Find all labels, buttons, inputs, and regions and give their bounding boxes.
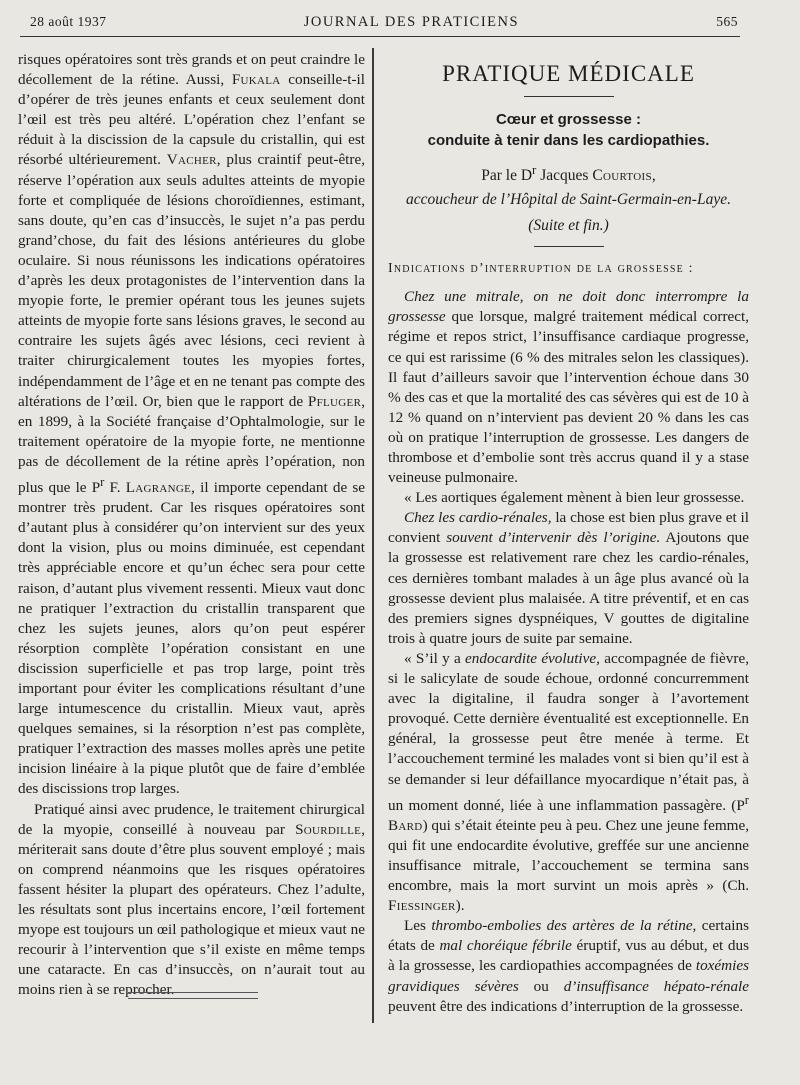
column-divider [372, 48, 374, 1023]
paragraph-myopia-conclusion: Pratiqué ainsi avec prudence, le traitement chirurgical de la myopie, conseillé à nouveau par Sourdille, mériterait sans doute d’être plus souvent employé ; mais on comprend néanmoins que les risques opératoires fassent hésiter la plupart des opérateurs. Chez l’adulte, les résultats sont plus incertains encore, l’œil fortement myope est toujours un œil pathologique et mieux vaut ne recourir à l’intervention que s’il existe en même temps une cataracte. En cas d’insuccès, on n’aurait tout au moins rien à se reprocher. [18, 800, 365, 999]
section-heading: Indications d’interruption de la grossesse : [388, 261, 694, 277]
left-column [18, 50, 365, 1000]
paragraph-cardio-renal: Chez les cardio-rénales, la chose est bien plus grave et il convient souvent d’intervenir dès l’origine. Ajoutons que la grossesse est relativement rare chez les cardio-rénales, ces dernières tombant malades à un âge plus avancé où la grossesse devient plus malaisée. A titre préventif, et en cas des premiers signes dyspnéiques, V gouttes de digitaline trois à quatre jours de suite par semaine. [388, 509, 749, 647]
running-header [30, 14, 738, 36]
header-rule [20, 36, 740, 37]
article-end-rule [128, 992, 258, 999]
page-number: 565 [716, 14, 738, 29]
paragraph-endocarditis: « S’il y a endocardite évolutive, accompagnée de fièvre, si le salicylate de soude échoue, ordonné concurremment avec la digitaline, il faudra songer à l’avortement provoqué. Cette dernière éventualité est exceptionnelle. En général, la grossesse peut être menée à terme. Et l’accouchement terminé les malades vont si bien qu’il est à se demander si leur défaillance myocardique n’était pas, à un moment donné, liée à une inflammation passagère. ($P^r$ Bard) qui s’était éteinte peu à peu. Chez une jeune femme, qui fit une endocardite évolutive, greffée sur une ancienne insuffisance mitrale, l’accouchement se termina sans encombre, mais la mort survint un mois après » (Ch. Fiessinger). [388, 649, 749, 915]
paragraph-aortic: « Les aortiques également mènent à bien leur grossesse. [404, 489, 745, 507]
right-column [388, 50, 749, 1017]
title-rule [534, 246, 604, 247]
journal-name: JOURNAL DES PRATICIENS [303, 14, 520, 30]
article-author: Par le $D^r$ Jacques Courtois, [481, 162, 656, 185]
paragraph-myopia-surgery: risques opératoires sont très grands et on peut craindre le décollement de la rétine. Aussi, Fukala conseille-t-il d’opérer de très jeunes enfants et ceux seulement dont l’œil est très peu altéré. L’opération chez l’enfant se réduit à la discission de la capsule du cristallin, qui est résorbé ultérieurement. Vacher, plus craintif peut-être, réserve l’opération aux seuls adultes atteints de myopie forte et compliquée de lésions choroïdiennes, estimant, sans doute, qu’en cas d’insuccès, le sujet n’a pas perdu grand’chose, du fait des lésions antérieures du globe oculaire. Si nous réunissons les indications opératoires d’après les deux protagonistes de l’intervention dans la myopie forte, le premier opérant tous les jeunes sujets atteints de myopie forte sans lésions graves, le second au contraire les sujets âgés avec lésions, ceci revient à traiter chirurgicalement toutes les myopies fortes, indépendamment de l’âge et en ne tenant pas compte des altérations de l’œil. Or, bien que le rapport de Pfluger, en 1899, à la Société française d’Ophtalmologie, sur le traitement opératoire de la myopie forte, ne mentionne pas de décollement de la rétine après l’opération, non plus que le $P^r$ F. Lagrange, il importe cependant de se montrer très prudent. Car les risques opératoires sont d’autant plus à considérer qu’on intervient sur des yeux dont la vision, plus ou moins diminuée, est cependant très appréciable encore et qu’un échec sera pour cette raison, d’autant plus vivement ressenti. Mieux vaut donc ne pratiquer l’extraction du cristallin transparent que chez les sujets jeunes, alors qu’on peut espérer résorption complète l’opération consistant en une discission superficielle et pas trop large, point très important pour éviter les complications résultant d’une large intumescence du cristallin. Mieux vaut, après quelques semaines, si la résorption n’est pas complète, pratiquer l’extraction des masses molles après une petite incision linéaire à la pique plutôt que de faire d’emblée des discissions trop larges. [18, 51, 366, 798]
author-affiliation: accoucheur de l’Hôpital de Saint-Germain-en-Laye. [406, 191, 731, 209]
paragraph-thrombo-embolies: Les thrombo-embolies des artères de la rétine, certains états de mal choréique fébrile éruptif, vus au début, et dus à la grossesse, les cardiopathies accompagnées de toxémies gravidiques sévères ou d’insuffisance hépato-rénale peuvent être des indications d’interruption de la grossesse. [388, 917, 750, 1015]
issue-date: 28 août 1937 [30, 14, 107, 29]
section-rubric: PRATIQUE MÉDICALE [442, 61, 695, 86]
rubric-rule [524, 96, 614, 97]
continuation-note: (Suite et fin.) [528, 217, 609, 235]
paragraph-mitral: Chez une mitrale, on ne doit donc interrompre la grossesse que lorsque, malgré traitement médical correct, régime et repos strict, l’insuffisance cardiaque progresse, ce qui est rarissime (6 % des mitrales selon les classiques). Il faut d’ailleurs savoir que l’intervention échoue dans 30 % des cas et que la mortalité des cas sévères qui est de 10 à 12 % quand on n’intervient pas devient 20 % dans les cas où on pratique l’interruption de grossesse. Les dangers de thrombose et d’embolie sont très accrus quand il y a stase veineuse pulmonaire. [388, 288, 749, 487]
article-title: Cœur et grossesse : conduite à tenir dans les cardiopathies. [427, 111, 710, 149]
